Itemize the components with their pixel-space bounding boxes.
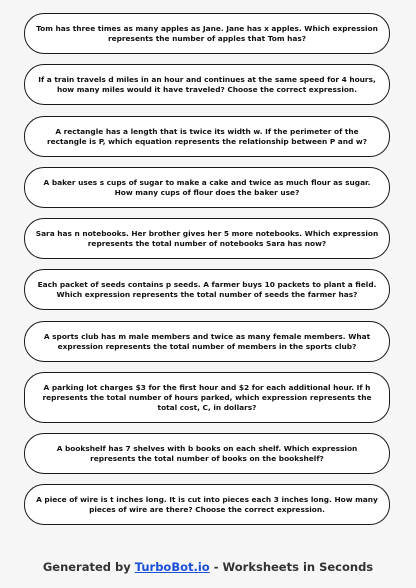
question-text: Tom has three times as many apples as Jane. Jane has x apples. Which expression represents the number of apples that Tom has? <box>36 23 378 43</box>
question-card <box>24 484 390 525</box>
footer <box>0 560 416 574</box>
question-text: If a train travels d miles in an hour and continues at the same speed for 4 hours, how many miles would it have traveled? Choose the correct expression. <box>38 74 376 94</box>
question-card <box>24 116 390 157</box>
question-text: A bookshelf has 7 shelves with b books on each shelf. Which expression represents the total number of books on the bookshelf? <box>56 443 358 463</box>
question-text: A piece of wire is t inches long. It is cut into pieces each 3 inches long. How many pieces of wire are there? Choose the correct expression. <box>36 494 378 514</box>
question-text: A sports club has m male members and twice as many female members. What expression represents the total number of members in the sports club? <box>43 331 371 351</box>
question-card <box>24 218 390 259</box>
question-text: Sara has n notebooks. Her brother gives her 5 more notebooks. Which expression represents the total number of notebooks Sara has now? <box>35 228 379 248</box>
question-card <box>24 321 390 362</box>
footer-suffix: - Worksheets in Seconds <box>209 560 374 574</box>
question-card <box>24 13 390 54</box>
turbobot-link[interactable]: TurboBot.io <box>134 560 210 574</box>
question-card <box>24 433 390 474</box>
question-card <box>24 64 390 105</box>
question-card <box>24 167 390 208</box>
question-text: A rectangle has a length that is twice its width w. If the perimeter of the rectangle is P, which equation represents the relationship between P and w? <box>46 126 368 146</box>
question-card <box>24 372 390 423</box>
question-text: Each packet of seeds contains p seeds. A farmer buys 10 packets to plant a field. Which expression represents the total number of seeds the farmer has? <box>37 279 377 299</box>
footer-prefix: Generated by <box>42 560 135 574</box>
question-card <box>24 269 390 310</box>
question-text: A baker uses s cups of sugar to make a cake and twice as much flour as sugar. How many cups of flour does the baker use? <box>43 177 371 197</box>
question-text: A parking lot charges $3 for the first hour and $2 for each additional hour. If h represents the total number of hours parked, which expression represents the total cost, C, in dollars? <box>42 382 372 412</box>
